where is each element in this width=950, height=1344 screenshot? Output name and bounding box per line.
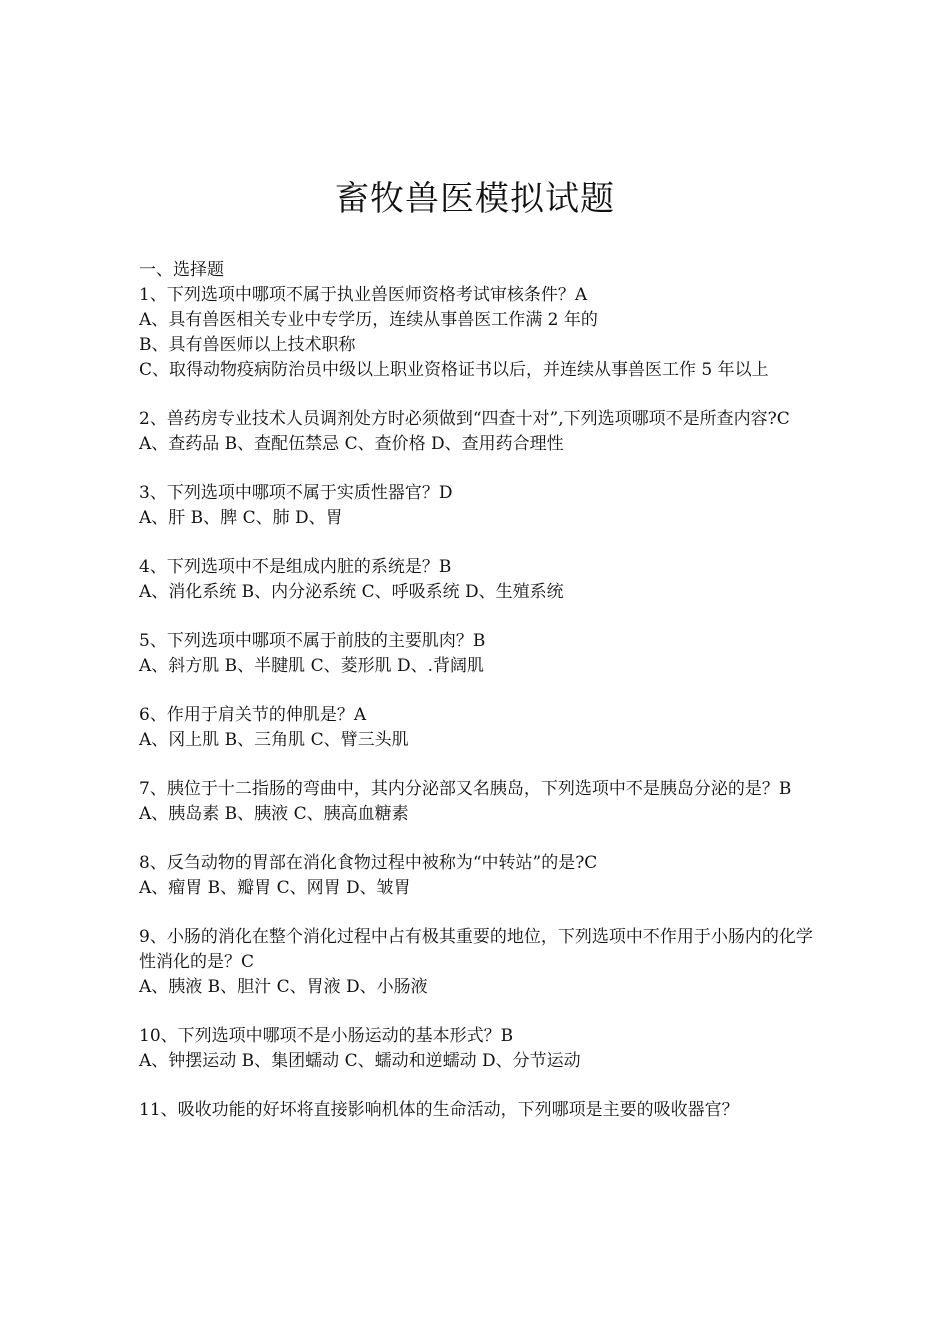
- question-4: [139, 555, 819, 605]
- option-line: A、肝 B、脾 C、肺 D、胃: [139, 508, 343, 528]
- question-3: [139, 481, 819, 531]
- document-body: [139, 258, 819, 1147]
- question-6: [139, 703, 819, 753]
- document-title: 畜牧兽医模拟试题: [335, 179, 615, 219]
- question-text: 1、下列选项中哪项不属于执业兽医师资格考试审核条件？A: [139, 285, 588, 305]
- question-text: 8、反刍动物的胃部在消化食物过程中被称为“中转站”的是?C: [139, 853, 598, 873]
- question-text: 11、吸收功能的好坏将直接影响机体的生命活动，下列哪项是主要的吸收器官？: [139, 1100, 739, 1120]
- question-text: 4、下列选项中不是组成内脏的系统是？B: [139, 557, 452, 577]
- question-text: 3、下列选项中哪项不属于实质性器官？D: [139, 483, 453, 503]
- question-text: 6、作用于肩关节的伸肌是？A: [139, 705, 367, 725]
- question-7: [139, 777, 819, 827]
- question-text: 5、下列选项中哪项不属于前肢的主要肌肉？B: [139, 631, 486, 651]
- option-line: A、钟摆运动 B、集团蠕动 C、蠕动和逆蠕动 D、分节运动: [139, 1051, 581, 1071]
- question-text: 7、胰位于十二指肠的弯曲中，其内分泌部又名胰岛，下列选项中不是胰岛分泌的是？B: [139, 779, 792, 799]
- question-10: [139, 1024, 819, 1074]
- question-8: [139, 851, 819, 901]
- question-2: [139, 407, 819, 457]
- question-5: [139, 629, 819, 679]
- section-heading: 一、选择题: [139, 260, 224, 280]
- option-line: C、取得动物疫病防治员中级以上职业资格证书以后，并连续从事兽医工作 5 年以上: [139, 360, 769, 380]
- option-line: A、查药品 B、查配伍禁忌 C、查价格 D、查用药合理性: [139, 434, 564, 454]
- option-line: A、消化系统 B、内分泌系统 C、呼吸系统 D、生殖系统: [139, 582, 564, 602]
- option-line: A、冈上肌 B、三角肌 C、臂三头肌: [139, 730, 409, 750]
- option-line: A、斜方肌 B、半腱肌 C、菱形肌 D、.背阔肌: [139, 656, 485, 676]
- option-line: A、胰液 B、胆汁 C、胃液 D、小肠液: [139, 977, 428, 997]
- question-text: 10、下列选项中哪项不是小肠运动的基本形式？B: [139, 1026, 514, 1046]
- question-9: [139, 925, 819, 1000]
- option-line: A、胰岛素 B、胰液 C、胰高血糖素: [139, 804, 409, 824]
- option-line: A、具有兽医相关专业中专学历，连续从事兽医工作满 2 年的: [139, 310, 598, 330]
- question-1: [139, 283, 819, 383]
- question-text: 2、兽药房专业技术人员调剂处方时必须做到“四查十对”,下列选项哪项不是所查内容?C: [139, 409, 790, 429]
- question-text: 9、小肠的消化在整个消化过程中占有极其重要的地位，下列选项中不作用于小肠内的化学性消化的是？C: [139, 927, 813, 972]
- option-line: B、具有兽医师以上技术职称: [139, 335, 356, 355]
- question-11: [139, 1098, 819, 1123]
- option-line: A、瘤胃 B、瓣胃 C、网胃 D、皱胃: [139, 878, 411, 898]
